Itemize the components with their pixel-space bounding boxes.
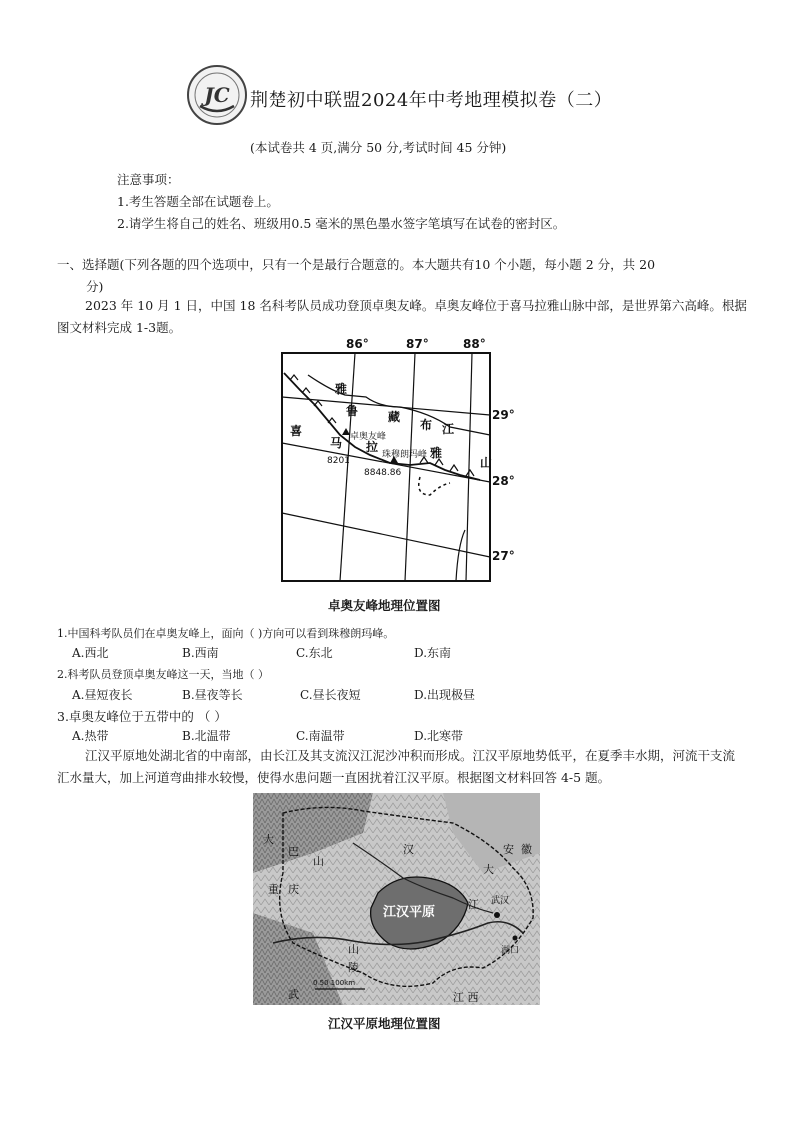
svg-text:江 西: 江 西 xyxy=(453,991,479,1004)
svg-text:陵: 陵 xyxy=(348,961,359,974)
section-heading-line1: 一、选择题(下列各题的四个选项中，只有一个是最行合题意的。本大题共有10 个小题，每小题 2 分，共 20 xyxy=(57,257,656,272)
notice-heading: 注意事项： xyxy=(117,172,180,187)
question-3: 3.卓奥友峰位于五带中的 （ ） xyxy=(57,709,227,724)
q2-option-c: C.昼长夜短 xyxy=(300,688,361,702)
svg-text:江汉平原: 江汉平原 xyxy=(383,905,436,920)
svg-text:武: 武 xyxy=(288,988,299,1001)
notice-item-2: 2.请学生将自己的姓名、班级用0.5 毫米的黑色墨水签字笔填写在试卷的密封区。 xyxy=(117,216,566,231)
svg-text:0 50 100km: 0 50 100km xyxy=(313,979,356,987)
q1-option-c: C.东北 xyxy=(296,646,333,660)
svg-text:藏: 藏 xyxy=(388,410,401,424)
q1-option-b: B.西南 xyxy=(182,646,219,660)
q3-option-c: C.南温带 xyxy=(296,729,345,743)
svg-text:珠穆朗玛峰: 珠穆朗玛峰 xyxy=(382,450,428,460)
svg-text:拉: 拉 xyxy=(366,440,379,454)
question-2: 2.科考队员登顶卓奥友峰这一天，当地（ ） xyxy=(57,668,269,681)
map1-caption: 卓奥友峰地理位置图 xyxy=(328,598,441,613)
page-subtitle: (本试卷共 4 页,满分 50 分,考试时间 45 分钟) xyxy=(250,140,507,155)
svg-text:鲁: 鲁 xyxy=(346,404,359,418)
exam-logo xyxy=(186,64,248,126)
passage-2: 江汉平原地处湖北省的中南部，由长江及其支流汉江泥沙冲积而形成。江汉平原地势低平，在夏季丰水期，河流干支流汇水量大，加上河道弯曲排水较慢，使得水患问题一直困扰着江汉平原。根据图文材料回答 4-5 题。 xyxy=(57,748,736,785)
map-frame xyxy=(282,353,493,581)
svg-text:喜: 喜 xyxy=(290,424,303,438)
q1-option-a: A.西北 xyxy=(72,646,109,660)
q2-option-d: D.出现极昼 xyxy=(414,688,476,702)
svg-text:徽: 徽 xyxy=(521,843,532,856)
jianghan-plain-map xyxy=(253,793,540,1005)
svg-text:87°: 87° xyxy=(406,337,429,351)
svg-text:庆: 庆 xyxy=(288,883,299,896)
svg-text:88°: 88° xyxy=(463,337,486,351)
svg-text:安: 安 xyxy=(503,843,514,856)
wuhan-dot xyxy=(494,912,500,918)
svg-text:27°: 27° xyxy=(492,549,515,563)
svg-text:山: 山 xyxy=(348,943,359,956)
q3-option-b: B.北温带 xyxy=(182,729,231,743)
svg-text:江: 江 xyxy=(468,898,479,911)
svg-text:卓奥友峰: 卓奥友峰 xyxy=(350,432,387,442)
svg-text:汉: 汉 xyxy=(403,843,414,856)
svg-text:雅: 雅 xyxy=(335,382,348,396)
svg-text:28°: 28° xyxy=(492,474,515,488)
logo-text: JC xyxy=(204,83,230,107)
svg-text:马: 马 xyxy=(330,436,343,450)
svg-text:29°: 29° xyxy=(492,408,515,422)
svg-text:8848.86: 8848.86 xyxy=(364,468,402,478)
q1-option-d: D.东南 xyxy=(414,646,452,660)
svg-text:大: 大 xyxy=(483,863,494,876)
q2-option-b: B.昼夜等长 xyxy=(182,688,243,702)
section-heading-line2: 分) xyxy=(86,279,104,294)
map2-caption: 江汉平原地理位置图 xyxy=(328,1016,441,1031)
q3-option-d: D.北寒带 xyxy=(414,729,464,743)
svg-text:武汉: 武汉 xyxy=(491,896,510,906)
svg-text:布: 布 xyxy=(420,418,433,432)
svg-text:重: 重 xyxy=(268,883,279,896)
q3-option-a: A.热带 xyxy=(72,729,109,743)
svg-text:山: 山 xyxy=(313,855,324,868)
hukou-dot xyxy=(513,936,518,941)
question-1: 1.中国科考队员们在卓奥友峰上，面向（ )方向可以看到珠穆朗玛峰。 xyxy=(57,627,395,640)
svg-text:大: 大 xyxy=(263,833,274,846)
svg-text:86°: 86° xyxy=(346,337,369,351)
svg-text:巴: 巴 xyxy=(288,845,299,858)
page-title: 荆楚初中联盟2024年中考地理模拟卷（二） xyxy=(250,90,613,111)
notice-item-1: 1.考生答题全部在试题卷上。 xyxy=(117,194,279,209)
svg-text:湖口: 湖口 xyxy=(501,946,520,956)
cho-oyu-map xyxy=(270,335,515,590)
q2-option-a: A.昼短夜长 xyxy=(72,688,133,702)
svg-text:8201: 8201 xyxy=(327,456,350,466)
passage-1: 2023 年 10 月 1 日，中国 18 名科考队员成功登顶卓奥友峰。卓奥友峰位于喜马拉雅山脉中部，是世界第六高峰。根据图文材料完成 1-3题。 xyxy=(57,298,747,335)
svg-text:江: 江 xyxy=(442,422,455,436)
svg-text:雅: 雅 xyxy=(430,446,443,460)
svg-text:山: 山 xyxy=(480,456,493,470)
